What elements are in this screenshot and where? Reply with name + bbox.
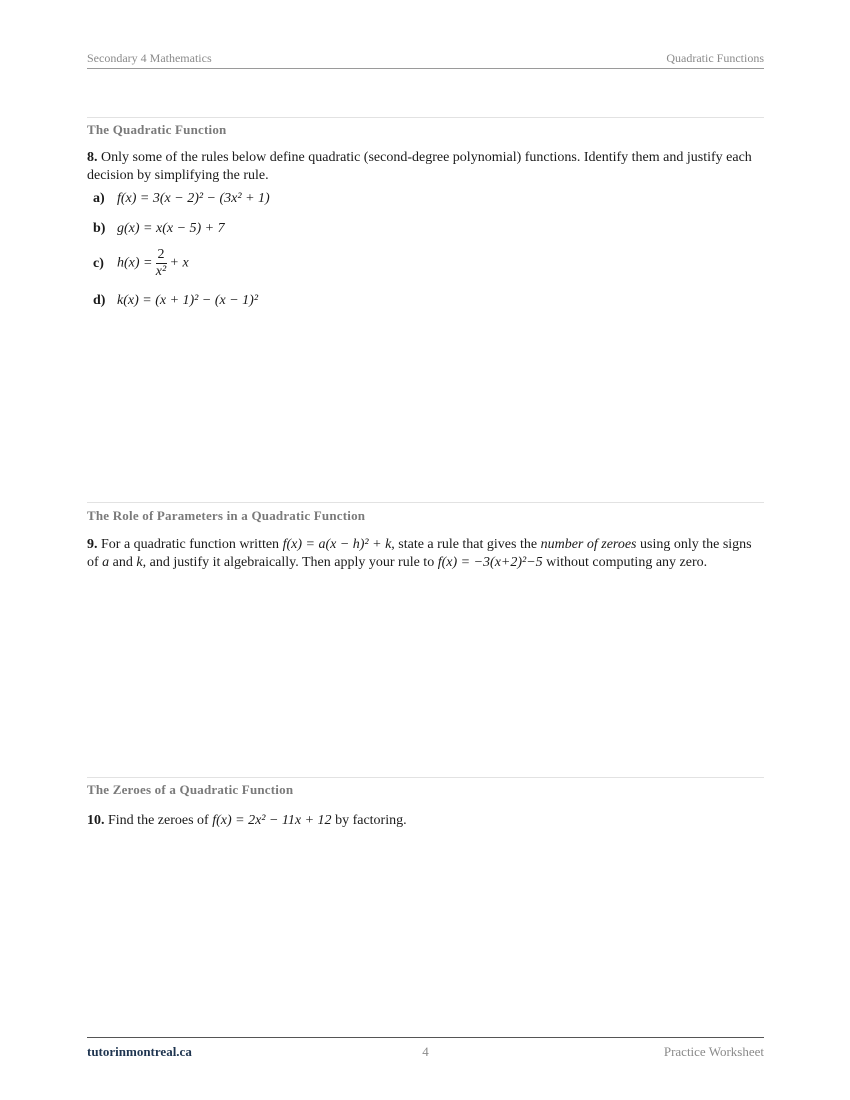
item-label: a) xyxy=(93,191,105,206)
section-divider xyxy=(87,502,764,503)
math-rule: g(x) = x(x − 5) + 7 xyxy=(117,221,225,236)
problem-9 xyxy=(87,536,764,572)
problem-text: and xyxy=(112,555,133,570)
problem-text: For a quadratic function written xyxy=(101,537,280,552)
section-title: The Zeroes of a Quadratic Function xyxy=(87,782,294,797)
problem-text: by factoring. xyxy=(335,813,407,828)
item-label: c) xyxy=(93,255,104,271)
problem-text: Find the zeroes of xyxy=(108,813,209,828)
list-item xyxy=(93,293,258,309)
item-label: b) xyxy=(93,221,106,236)
problem-text: , and justify it algebraically. Then apply your rule to xyxy=(142,555,435,570)
math-rule: k(x) = (x + 1)² − (x − 1)² xyxy=(117,293,259,308)
problem-number: 8. xyxy=(87,150,98,165)
header-course: Secondary 4 Mathematics xyxy=(87,51,212,65)
list-item xyxy=(93,221,225,237)
problem-10 xyxy=(87,812,764,830)
fraction-denominator: x² xyxy=(155,264,167,279)
math-rule-prefix: h(x) = xyxy=(117,255,153,271)
page-footer xyxy=(87,1037,764,1058)
math-rule: f(x) = 3(x − 2)² − (3x² + 1) xyxy=(117,191,270,206)
section-title: The Role of Parameters in a Quadratic Function xyxy=(87,508,366,523)
math-variable: a xyxy=(102,555,110,570)
page-number: 4 xyxy=(422,1044,429,1059)
math-variable: k xyxy=(136,555,143,570)
math-formula: f(x) = 2x² − 11x + 12 xyxy=(212,813,332,828)
problem-text: , state a rule that gives the xyxy=(391,537,538,552)
math-formula: f(x) = a(x − h)² + k xyxy=(282,537,392,552)
item-label: d) xyxy=(93,293,106,308)
problem-number: 9. xyxy=(87,537,98,552)
section-title: The Quadratic Function xyxy=(87,122,227,137)
problem-text: without computing any zero. xyxy=(546,555,708,570)
section-divider xyxy=(87,777,764,778)
fraction-numerator: 2 xyxy=(157,247,165,262)
list-item xyxy=(93,247,189,280)
footer-label: Practice Worksheet xyxy=(663,1044,764,1059)
problem-text: Only some of the rules below define quadratic (second-degree polynomial) functions. Identify them and justify each decision by simplifying the rule. xyxy=(87,150,752,183)
problem-number: 10. xyxy=(87,813,105,828)
footer-site-link[interactable]: tutorinmontreal.ca xyxy=(87,1044,192,1059)
math-formula: f(x) = −3(x+2)²−5 xyxy=(437,555,543,570)
emphasis-text: number of zeroes xyxy=(540,537,637,552)
math-rule-suffix: + x xyxy=(169,255,189,271)
problem-text: using only the signs of xyxy=(87,537,752,570)
page-header xyxy=(87,50,764,69)
fraction xyxy=(156,247,167,280)
problem-8 xyxy=(87,149,764,185)
list-item xyxy=(93,191,270,207)
section-divider xyxy=(87,117,764,118)
header-topic: Quadratic Functions xyxy=(666,51,764,65)
